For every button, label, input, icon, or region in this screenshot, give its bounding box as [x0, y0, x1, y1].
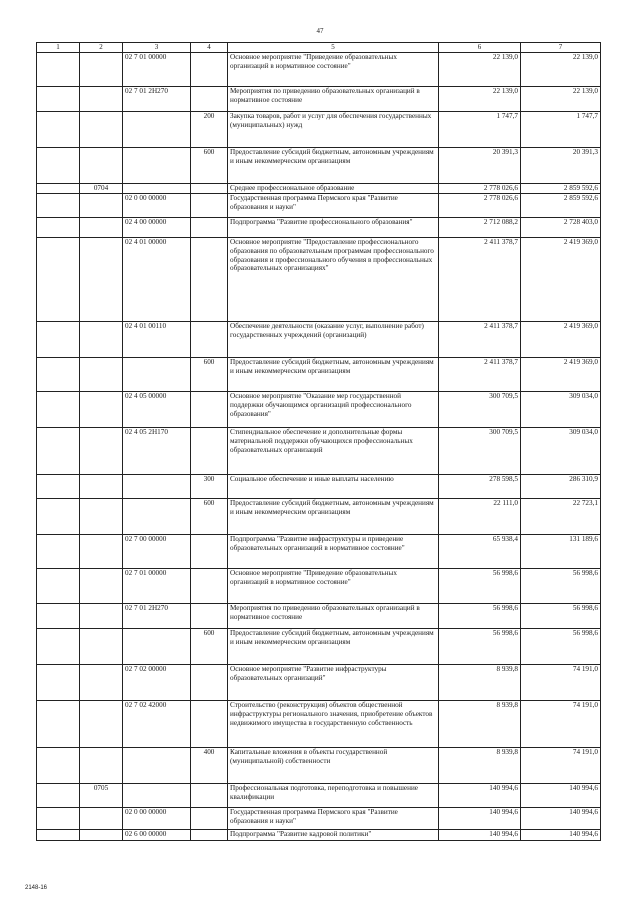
expense-type-cell — [191, 428, 228, 475]
name-cell: Предоставление субсидий бюджетным, автономным учреждениям и иным некоммерческим организациям — [228, 358, 439, 392]
name-cell: Основное мероприятие "Развитие инфраструктуры образовательных организаций" — [228, 665, 439, 701]
podrazdel-cell — [80, 748, 123, 784]
expense-type-cell — [191, 392, 228, 428]
podrazdel-cell: 0705 — [80, 784, 123, 808]
podrazdel-cell: 0704 — [80, 184, 123, 194]
target-article-cell: 02 4 00 00000 — [123, 218, 191, 238]
expense-type-cell — [191, 569, 228, 604]
amount-2018-cell: 2 419 369,0 — [521, 322, 601, 358]
expense-type-cell — [191, 701, 228, 748]
expense-type-cell — [191, 53, 228, 87]
target-article-cell — [123, 475, 191, 499]
amount-2018-cell: 56 998,6 — [521, 629, 601, 665]
podrazdel-cell — [80, 629, 123, 665]
amount-2017-cell: 65 938,4 — [439, 535, 521, 569]
table-row — [37, 569, 601, 604]
target-article-cell: 02 0 00 00000 — [123, 194, 191, 218]
target-article-cell: 02 6 00 00000 — [123, 830, 191, 841]
target-article-cell: 02 4 05 00000 — [123, 392, 191, 428]
name-cell: Строительство (реконструкция) объектов общественной инфраструктуры регионального значения, приобретение объектов недвижимого имущества в государственную собственность — [228, 701, 439, 748]
amount-2018-cell: 286 310,9 — [521, 475, 601, 499]
amount-2018-cell: 2 419 369,0 — [521, 238, 601, 322]
page-number: 47 — [316, 27, 324, 35]
table-row — [37, 665, 601, 701]
razdel-cell — [37, 475, 80, 499]
expense-type-cell: 600 — [191, 499, 228, 535]
amount-2018-cell: 74 191,0 — [521, 665, 601, 701]
amount-2017-cell: 2 411 378,7 — [439, 322, 521, 358]
name-cell: Капитальные вложения в объекты государственной (муниципальной) собственности — [228, 748, 439, 784]
razdel-cell — [37, 665, 80, 701]
amount-2018-cell: 22 139,0 — [521, 53, 601, 87]
name-cell: Предоставление субсидий бюджетным, автономным учреждениям и иным некоммерческим организациям — [228, 499, 439, 535]
amount-2017-cell: 8 939,8 — [439, 665, 521, 701]
name-cell: Предоставление субсидий бюджетным, автономным учреждениям и иным некоммерческим организациям — [228, 148, 439, 184]
razdel-cell — [37, 322, 80, 358]
column-header: 4 — [191, 43, 228, 53]
column-header: 7 — [521, 43, 601, 53]
podrazdel-cell — [80, 428, 123, 475]
target-article-cell: 02 4 05 2Н170 — [123, 428, 191, 475]
amount-2017-cell: 22 139,0 — [439, 53, 521, 87]
name-cell: Социальное обеспечение и иные выплаты населению — [228, 475, 439, 499]
amount-2018-cell: 2 859 592,6 — [521, 194, 601, 218]
target-article-cell: 02 0 00 00000 — [123, 808, 191, 830]
podrazdel-cell — [80, 475, 123, 499]
razdel-cell — [37, 499, 80, 535]
amount-2017-cell: 56 998,6 — [439, 629, 521, 665]
target-article-cell — [123, 184, 191, 194]
amount-2017-cell: 140 994,6 — [439, 808, 521, 830]
target-article-cell: 02 7 02 00000 — [123, 665, 191, 701]
table-row — [37, 701, 601, 748]
table-row — [37, 218, 601, 238]
target-article-cell — [123, 748, 191, 784]
name-cell: Государственная программа Пермского края "Развитие образования и науки" — [228, 808, 439, 830]
target-article-cell: 02 4 01 00110 — [123, 322, 191, 358]
expense-type-cell: 400 — [191, 748, 228, 784]
amount-2018-cell: 56 998,6 — [521, 569, 601, 604]
table-row — [37, 358, 601, 392]
table-row — [37, 629, 601, 665]
podrazdel-cell — [80, 665, 123, 701]
budget-table — [36, 42, 601, 841]
target-article-cell — [123, 358, 191, 392]
expense-type-cell — [191, 184, 228, 194]
podrazdel-cell — [80, 53, 123, 87]
razdel-cell — [37, 428, 80, 475]
amount-2017-cell: 140 994,6 — [439, 784, 521, 808]
target-article-cell — [123, 148, 191, 184]
amount-2018-cell: 20 391,3 — [521, 148, 601, 184]
expense-type-cell — [191, 322, 228, 358]
expense-type-cell — [191, 194, 228, 218]
name-cell: Основное мероприятие "Приведение образовательных организаций в нормативное состояние" — [228, 53, 439, 87]
podrazdel-cell — [80, 112, 123, 148]
razdel-cell — [37, 784, 80, 808]
target-article-cell: 02 7 01 00000 — [123, 53, 191, 87]
expense-type-cell — [191, 604, 228, 629]
target-article-cell — [123, 499, 191, 535]
amount-2017-cell: 2 778 026,6 — [439, 194, 521, 218]
podrazdel-cell — [80, 604, 123, 629]
expense-type-cell — [191, 830, 228, 841]
name-cell: Подпрограмма "Развитие кадровой политики" — [228, 830, 439, 841]
razdel-cell — [37, 392, 80, 428]
podrazdel-cell — [80, 808, 123, 830]
amount-2017-cell: 22 111,0 — [439, 499, 521, 535]
target-article-cell: 02 7 01 00000 — [123, 569, 191, 604]
name-cell: Основное мероприятие "Предоставление профессионального образования по образовательным программам профессионального образования и профессионального обучения в профессиональных образовательных организациях" — [228, 238, 439, 322]
column-header: 1 — [37, 43, 80, 53]
expense-type-cell — [191, 784, 228, 808]
amount-2017-cell: 2 712 088,2 — [439, 218, 521, 238]
amount-2018-cell: 22 139,0 — [521, 87, 601, 112]
podrazdel-cell — [80, 830, 123, 841]
amount-2018-cell: 140 994,6 — [521, 830, 601, 841]
razdel-cell — [37, 604, 80, 629]
razdel-cell — [37, 238, 80, 322]
name-cell: Мероприятия по приведению образовательных организаций в нормативное состояние — [228, 87, 439, 112]
target-article-cell — [123, 112, 191, 148]
podrazdel-cell — [80, 535, 123, 569]
name-cell: Обеспечение деятельности (оказание услуг, выполнение работ) государственных учреждений (организаций) — [228, 322, 439, 358]
table-row — [37, 184, 601, 194]
podrazdel-cell — [80, 322, 123, 358]
razdel-cell — [37, 748, 80, 784]
expense-type-cell — [191, 665, 228, 701]
podrazdel-cell — [80, 392, 123, 428]
target-article-cell: 02 7 00 00000 — [123, 535, 191, 569]
column-header: 5 — [228, 43, 439, 53]
expense-type-cell: 600 — [191, 358, 228, 392]
table-row — [37, 830, 601, 841]
amount-2017-cell: 20 391,3 — [439, 148, 521, 184]
razdel-cell — [37, 629, 80, 665]
podrazdel-cell — [80, 218, 123, 238]
podrazdel-cell — [80, 87, 123, 112]
name-cell: Государственная программа Пермского края "Развитие образования и науки" — [228, 194, 439, 218]
amount-2017-cell: 2 778 026,6 — [439, 184, 521, 194]
razdel-cell — [37, 184, 80, 194]
podrazdel-cell — [80, 148, 123, 184]
amount-2017-cell: 56 998,6 — [439, 569, 521, 604]
amount-2018-cell: 22 723,1 — [521, 499, 601, 535]
podrazdel-cell — [80, 499, 123, 535]
table-row — [37, 748, 601, 784]
amount-2018-cell: 140 994,6 — [521, 784, 601, 808]
table-row — [37, 53, 601, 87]
table-row — [37, 148, 601, 184]
razdel-cell — [37, 53, 80, 87]
amount-2018-cell: 56 998,6 — [521, 604, 601, 629]
amount-2018-cell: 74 191,0 — [521, 701, 601, 748]
name-cell: Мероприятия по приведению образовательных организаций в нормативное состояние — [228, 604, 439, 629]
name-cell: Среднее профессиональное образование — [228, 184, 439, 194]
amount-2018-cell: 131 189,6 — [521, 535, 601, 569]
razdel-cell — [37, 194, 80, 218]
amount-2018-cell: 2 859 592,6 — [521, 184, 601, 194]
amount-2018-cell: 2 728 403,0 — [521, 218, 601, 238]
amount-2018-cell: 309 034,0 — [521, 428, 601, 475]
amount-2017-cell: 140 994,6 — [439, 830, 521, 841]
table-row — [37, 87, 601, 112]
expense-type-cell — [191, 218, 228, 238]
expense-type-cell: 600 — [191, 148, 228, 184]
razdel-cell — [37, 569, 80, 604]
expense-type-cell: 600 — [191, 629, 228, 665]
razdel-cell — [37, 87, 80, 112]
document-footer-code: 2148-16 — [25, 885, 48, 891]
razdel-cell — [37, 148, 80, 184]
razdel-cell — [37, 112, 80, 148]
target-article-cell — [123, 784, 191, 808]
name-cell: Закупка товаров, работ и услуг для обеспечения государственных (муниципальных) нужд — [228, 112, 439, 148]
amount-2017-cell: 278 598,5 — [439, 475, 521, 499]
expense-type-cell — [191, 535, 228, 569]
razdel-cell — [37, 218, 80, 238]
amount-2017-cell: 2 411 378,7 — [439, 358, 521, 392]
column-header: 3 — [123, 43, 191, 53]
name-cell: Подпрограмма "Развитие инфраструктуры и приведение образовательных организаций в нормативное состояние" — [228, 535, 439, 569]
table-header-row — [37, 43, 601, 53]
razdel-cell — [37, 535, 80, 569]
name-cell: Основное мероприятие "Приведение образовательных организаций в нормативное состояние" — [228, 569, 439, 604]
amount-2017-cell: 300 709,5 — [439, 428, 521, 475]
amount-2018-cell: 309 034,0 — [521, 392, 601, 428]
name-cell: Основное мероприятие "Оказание мер государственной поддержки обучающимся организаций профессионального образования" — [228, 392, 439, 428]
target-article-cell: 02 4 01 00000 — [123, 238, 191, 322]
table-row — [37, 784, 601, 808]
expense-type-cell — [191, 238, 228, 322]
name-cell: Предоставление субсидий бюджетным, автономным учреждениям и иным некоммерческим организациям — [228, 629, 439, 665]
table-row — [37, 499, 601, 535]
amount-2018-cell: 140 994,6 — [521, 808, 601, 830]
table-row — [37, 112, 601, 148]
podrazdel-cell — [80, 238, 123, 322]
target-article-cell: 02 7 01 2Н270 — [123, 604, 191, 629]
expense-type-cell — [191, 87, 228, 112]
razdel-cell — [37, 808, 80, 830]
podrazdel-cell — [80, 701, 123, 748]
razdel-cell — [37, 701, 80, 748]
name-cell: Подпрограмма "Развитие профессионального образования" — [228, 218, 439, 238]
amount-2018-cell: 2 419 369,0 — [521, 358, 601, 392]
target-article-cell: 02 7 01 2Н270 — [123, 87, 191, 112]
table-row — [37, 604, 601, 629]
amount-2017-cell: 8 939,8 — [439, 748, 521, 784]
podrazdel-cell — [80, 569, 123, 604]
amount-2017-cell: 2 411 378,7 — [439, 238, 521, 322]
expense-type-cell — [191, 808, 228, 830]
amount-2018-cell: 1 747,7 — [521, 112, 601, 148]
target-article-cell: 02 7 02 42000 — [123, 701, 191, 748]
table-row — [37, 238, 601, 322]
amount-2017-cell: 56 998,6 — [439, 604, 521, 629]
table-row — [37, 808, 601, 830]
amount-2017-cell: 8 939,8 — [439, 701, 521, 748]
expense-type-cell: 200 — [191, 112, 228, 148]
podrazdel-cell — [80, 358, 123, 392]
amount-2017-cell: 1 747,7 — [439, 112, 521, 148]
table-row — [37, 322, 601, 358]
table-row — [37, 194, 601, 218]
razdel-cell — [37, 358, 80, 392]
amount-2017-cell: 300 709,5 — [439, 392, 521, 428]
table-body — [37, 53, 601, 841]
target-article-cell — [123, 629, 191, 665]
table-row — [37, 535, 601, 569]
column-header: 2 — [80, 43, 123, 53]
amount-2017-cell: 22 139,0 — [439, 87, 521, 112]
table-row — [37, 475, 601, 499]
table-row — [37, 392, 601, 428]
table-row — [37, 428, 601, 475]
name-cell: Профессиональная подготовка, переподготовка и повышение квалификации — [228, 784, 439, 808]
expense-type-cell: 300 — [191, 475, 228, 499]
name-cell: Стипендиальное обеспечение и дополнительные формы материальной поддержки обучающихся профессиональных образовательных организаций — [228, 428, 439, 475]
column-header: 6 — [439, 43, 521, 53]
podrazdel-cell — [80, 194, 123, 218]
amount-2018-cell: 74 191,0 — [521, 748, 601, 784]
razdel-cell — [37, 830, 80, 841]
